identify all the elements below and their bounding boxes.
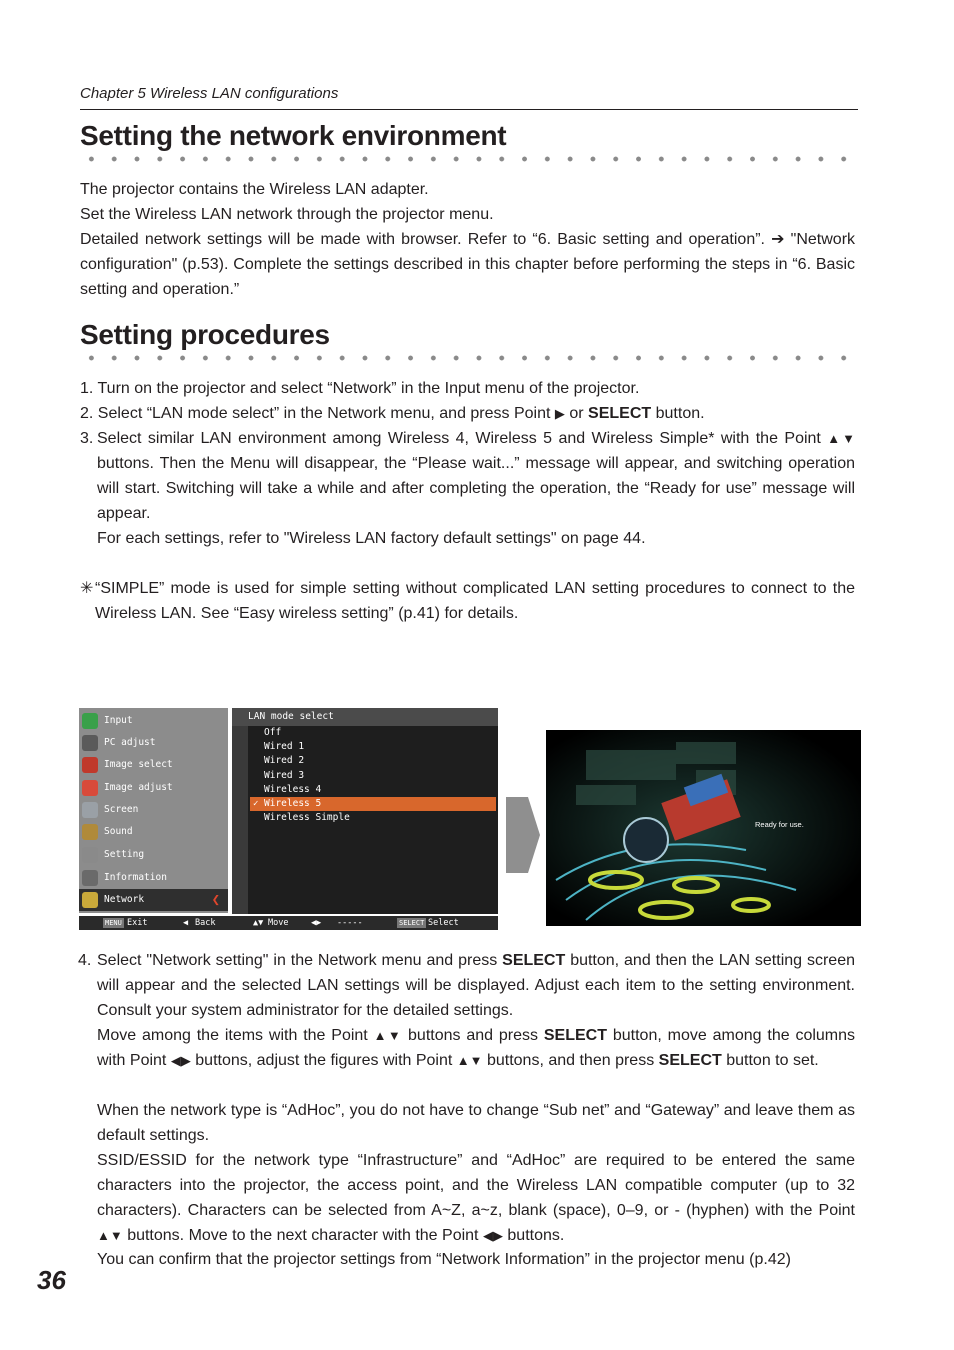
step-4-ssid: SSID/ESSID for the network type “Infrastructure” and “AdHoc” are required to be entered the same characters into the projector, the access point, and the Wireless LAN compatible computer (up to 32 characters). Characters can be selected from A~Z, a~z, blank (space), 0–9, or - (hyphen) with the Point ▲▼ buttons. Move to the next character with the Point ◀▶ buttons. xyxy=(97,1152,855,1244)
paragraph-browser: Detailed network settings will be made with browser. Refer to “6. Basic setting and operation”. ➔ "Network configuration" (p.53). Complete the settings described in this chapter before performing the steps in “6. Basic setting and operation.” xyxy=(80,231,856,298)
menu-item-sound[interactable]: Sound xyxy=(79,821,228,843)
menu-item-screen[interactable]: Screen xyxy=(79,799,228,821)
left-right-arrows-icon: ◀▶ xyxy=(311,918,322,928)
menu-guide-bar xyxy=(79,916,498,930)
note-asterisk-icon: ✳ xyxy=(80,580,94,597)
menu-item-network[interactable]: Network ❮ xyxy=(79,889,228,911)
option-wireless-4[interactable]: Wireless 4 xyxy=(264,784,322,795)
information-icon xyxy=(82,870,98,886)
ready-screen-image xyxy=(546,730,861,926)
menu-item-image-select[interactable]: Image select xyxy=(79,754,228,776)
select-key-icon: SELECT xyxy=(399,919,425,927)
header-rule xyxy=(80,109,858,110)
menu-item-setting[interactable]: Setting xyxy=(79,844,228,866)
paragraph-menu: Set the Wireless LAN network through the projector menu. xyxy=(80,206,494,223)
option-wired-3[interactable]: Wired 3 xyxy=(264,770,305,781)
sound-icon xyxy=(82,824,98,840)
point-updown-icon: ▲▼ xyxy=(373,1028,403,1043)
step-4-number: 4. xyxy=(78,952,92,969)
input-icon xyxy=(82,713,98,729)
note-simple-mode: “SIMPLE” mode is used for simple setting without complicated LAN setting procedures to connect to the Wireless LAN. See “Easy wireless setting” (p.41) for details. xyxy=(95,580,855,622)
point-right-icon: ▶ xyxy=(554,406,565,421)
check-icon: ✓ xyxy=(253,799,259,809)
lan-mode-submenu xyxy=(232,708,498,914)
step-4-confirm: You can confirm that the projector settings from “Network Information” in the projector menu (p.42) xyxy=(97,1251,791,1268)
option-off[interactable]: Off xyxy=(264,727,282,738)
paragraph-adapter: The projector contains the Wireless LAN adapter. xyxy=(80,181,429,198)
dashes-label: ----- xyxy=(337,918,363,928)
transition-arrow-icon xyxy=(506,797,540,873)
image-select-icon xyxy=(82,757,98,773)
ready-message: Ready for use. xyxy=(755,820,804,829)
step-1: 1. Turn on the projector and select “Network” in the Input menu of the projector. xyxy=(80,380,640,397)
menu-item-image-adjust[interactable]: Image adjust xyxy=(79,777,228,799)
select-label: Select xyxy=(428,918,459,928)
step-4-navigation: Move among the items with the Point ▲▼ buttons and press SELECT button, move among the columns with Point ◀▶ buttons, adjust the figures with Point ▲▼ buttons, and then press SELECT button to set. xyxy=(97,1027,856,1069)
option-wireless-simple[interactable]: Wireless Simple xyxy=(264,812,350,823)
projector-main-menu xyxy=(79,708,228,913)
dotted-divider xyxy=(80,355,856,361)
back-arrow-icon: ◀ xyxy=(183,918,189,928)
image-adjust-icon xyxy=(82,780,98,796)
back-label: Back xyxy=(195,918,216,928)
setting-icon xyxy=(82,847,98,863)
menu-key-icon: MENU xyxy=(105,919,122,927)
submenu-options xyxy=(248,726,498,914)
move-arrows-icon: ▲▼ xyxy=(253,918,264,928)
section-title-network-environment: Setting the network environment xyxy=(80,120,507,151)
exit-label: Exit xyxy=(127,918,148,928)
step-3-number: 3. xyxy=(80,430,94,447)
step-3: Select similar LAN environment among Wireless 4, Wireless 5 and Wireless Simple* with the Point ▲▼ buttons. Then the Menu will disappear, the “Please wait...” message will appear, and switching operation will start. Switching will take a while and after completing the operation, the “Ready for use” message will appear. xyxy=(97,430,856,522)
point-updown-icon: ▲▼ xyxy=(97,1228,123,1243)
point-leftright-icon: ◀▶ xyxy=(170,1053,191,1068)
option-wired-2[interactable]: Wired 2 xyxy=(264,755,305,766)
step-4-adhoc: When the network type is “AdHoc”, you do not have to change “Sub net” and “Gateway” and leave them as default settings. xyxy=(97,1102,855,1144)
network-icon xyxy=(82,892,98,908)
point-updown-icon: ▲▼ xyxy=(456,1053,483,1068)
section-title-procedures: Setting procedures xyxy=(80,319,330,350)
point-leftright-icon: ◀▶ xyxy=(482,1228,503,1243)
option-wireless-5[interactable]: ✓ Wireless 5 xyxy=(250,797,496,811)
step-2: 2. Select “LAN mode select” in the Network menu, and press Point ▶ or SELECT button. xyxy=(80,405,705,422)
projector-splash-graphic xyxy=(546,730,861,926)
option-wired-1[interactable]: Wired 1 xyxy=(264,741,305,752)
menu-item-information[interactable]: Information xyxy=(79,867,228,889)
dotted-divider xyxy=(80,156,856,162)
step-4-intro: Select "Network setting" in the Network menu and press SELECT button, and then the LAN setting screen will appear and the selected LAN settings will be displayed. Adjust each item to the setting environment. Consult your system administrator for the detailed settings. xyxy=(97,952,855,1019)
move-label: Move xyxy=(268,918,289,928)
arrow-right-icon: ➔ xyxy=(771,231,785,248)
submenu-title: LAN mode select xyxy=(232,708,498,726)
screen-icon xyxy=(82,802,98,818)
page-number: 36 xyxy=(37,1265,66,1295)
menu-item-pc-adjust[interactable]: PC adjust xyxy=(79,732,228,754)
menu-item-input[interactable]: Input xyxy=(79,710,228,732)
pc-adjust-icon xyxy=(82,735,98,751)
step-3-reference: For each settings, refer to "Wireless LAN factory default settings" on page 44. xyxy=(97,530,646,547)
chapter-header: Chapter 5 Wireless LAN configurations xyxy=(80,85,339,102)
point-updown-icon: ▲▼ xyxy=(827,431,856,446)
active-arrow-icon: ❮ xyxy=(211,892,220,908)
